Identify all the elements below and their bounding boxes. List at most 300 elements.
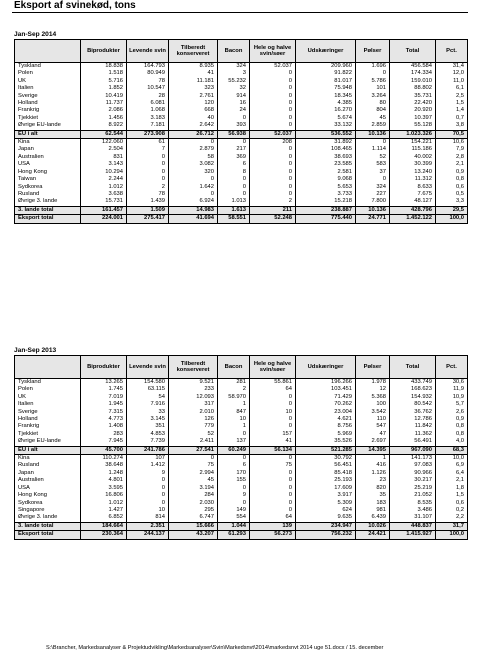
cell-value: 40.002: [390, 154, 436, 161]
cell-value: 9: [127, 470, 169, 477]
cell-value: 0: [250, 154, 296, 161]
row-label: USA: [15, 161, 81, 168]
cell-value: 804: [356, 107, 390, 114]
cell-value: 80: [356, 100, 390, 107]
cell-value: 8: [218, 169, 250, 176]
cell-value: 183: [356, 500, 390, 507]
cell-value: 5.674: [296, 115, 356, 122]
table-row: [15, 63, 468, 71]
cell-value: 52: [356, 154, 390, 161]
cell-value: 2.351: [127, 522, 169, 530]
row-label: 3. lande total: [15, 522, 81, 530]
cell-value: 107: [127, 455, 169, 463]
column-header: Pølser: [356, 40, 390, 63]
cell-value: 1.114: [356, 146, 390, 153]
cell-value: 4,0: [436, 438, 468, 446]
row-label: Polen: [15, 386, 81, 393]
cell-value: 1.415.927: [390, 531, 436, 539]
cell-value: 108.465: [296, 146, 356, 153]
cell-value: 23: [356, 477, 390, 484]
cell-value: 52: [169, 431, 218, 438]
cell-value: 2: [250, 198, 296, 206]
cell-value: 0: [127, 161, 169, 168]
cell-value: 1.509: [127, 206, 169, 214]
cell-value: 36.762: [390, 409, 436, 416]
cell-value: 0,5: [436, 191, 468, 198]
cell-value: 1.126: [356, 470, 390, 477]
cell-value: 159.010: [390, 78, 436, 85]
cell-value: 4.853: [127, 431, 169, 438]
table-row: [15, 122, 468, 130]
cell-value: 155: [218, 477, 250, 484]
cell-value: 0: [218, 431, 250, 438]
cell-value: 81.017: [296, 78, 356, 85]
cell-value: 31,7: [436, 522, 468, 530]
table-row: [15, 161, 468, 168]
cell-value: 10,6: [436, 139, 468, 147]
cell-value: 7.739: [127, 438, 169, 446]
cell-value: 4.385: [296, 100, 356, 107]
cell-value: 154.932: [390, 394, 436, 401]
cell-value: 56.134: [250, 446, 296, 454]
cell-value: 56.451: [296, 462, 356, 469]
cell-value: 2,8: [436, 154, 468, 161]
cell-value: 10,0: [436, 455, 468, 463]
cell-value: 1: [356, 455, 390, 463]
cell-value: 6: [218, 161, 250, 168]
row-label: EU i alt: [15, 446, 81, 454]
cell-value: 779: [169, 423, 218, 430]
cell-value: 295: [169, 507, 218, 514]
column-header: Biprodukter: [81, 40, 127, 63]
cell-value: 47: [356, 431, 390, 438]
column-header: Hele og halve svin/søer: [250, 356, 296, 379]
cell-value: 814: [127, 514, 169, 522]
cell-value: 110: [356, 416, 390, 423]
cell-value: 40: [169, 115, 218, 122]
cell-value: 208: [250, 139, 296, 147]
cell-value: 31.107: [390, 514, 436, 522]
cell-value: 30.217: [390, 477, 436, 484]
cell-value: 0: [356, 176, 390, 183]
row-label: Rusland: [15, 462, 81, 469]
cell-value: 0: [218, 485, 250, 492]
row-label: Frankrig: [15, 107, 81, 114]
column-header: [15, 40, 81, 63]
cell-value: 11,9: [436, 386, 468, 393]
row-label: Australien: [15, 154, 81, 161]
row-label: Hong Kong: [15, 492, 81, 499]
cell-value: 283: [81, 431, 127, 438]
cell-value: 58: [169, 154, 218, 161]
cell-value: 45.700: [81, 446, 127, 454]
cell-value: 456.584: [390, 63, 436, 71]
table-row: [15, 139, 468, 147]
row-label: Italien: [15, 401, 81, 408]
cell-value: 45: [356, 115, 390, 122]
row-label: Eksport total: [15, 215, 81, 223]
cell-value: 2,2: [436, 514, 468, 522]
cell-value: 244.137: [127, 531, 169, 539]
cell-value: 56.273: [250, 531, 296, 539]
cell-value: 27.541: [169, 446, 218, 454]
cell-value: 15.218: [296, 198, 356, 206]
row-label: Kina: [15, 139, 81, 147]
cell-value: 24: [218, 107, 250, 114]
cell-value: 0: [250, 485, 296, 492]
cell-value: 0: [250, 70, 296, 77]
row-label: Italien: [15, 85, 81, 92]
table-header-row: [15, 40, 468, 63]
cell-value: 3.183: [127, 115, 169, 122]
cell-value: 55.128: [390, 122, 436, 130]
row-label: Øvrige EU-lande: [15, 122, 81, 130]
cell-value: 24.771: [356, 215, 390, 223]
cell-value: 91.822: [296, 70, 356, 77]
cell-value: 0: [250, 423, 296, 430]
cell-value: 2,1: [436, 477, 468, 484]
column-header: Pct.: [436, 356, 468, 379]
cell-value: 154.580: [127, 379, 169, 387]
cell-value: 0: [250, 146, 296, 153]
cell-value: 10.397: [390, 115, 436, 122]
cell-value: 3.145: [127, 416, 169, 423]
cell-value: 0: [169, 139, 218, 147]
cell-value: 18.838: [81, 63, 127, 71]
cell-value: 0: [250, 500, 296, 507]
cell-value: 9.521: [169, 379, 218, 387]
cell-value: 120: [169, 100, 218, 107]
cell-value: 7.945: [81, 438, 127, 446]
cell-value: 1,4: [436, 107, 468, 114]
cell-value: 554: [218, 514, 250, 522]
row-label: EU i alt: [15, 130, 81, 138]
table-row: [15, 146, 468, 153]
cell-value: 5.716: [81, 78, 127, 85]
cell-value: 7.181: [127, 122, 169, 130]
cell-value: 536.552: [296, 130, 356, 138]
cell-value: 1.412: [127, 462, 169, 469]
table-row: [15, 191, 468, 198]
cell-value: 0: [218, 191, 250, 198]
row-label: Sverige: [15, 409, 81, 416]
cell-value: 2.761: [169, 93, 218, 100]
cell-value: 174.334: [390, 70, 436, 77]
cell-value: 60.249: [218, 446, 250, 454]
cell-value: 29,5: [436, 206, 468, 214]
cell-value: 775.440: [296, 215, 356, 223]
row-label: Frankrig: [15, 423, 81, 430]
cell-value: 78: [127, 191, 169, 198]
cell-value: 1.696: [356, 63, 390, 71]
cell-value: 5.969: [296, 431, 356, 438]
cell-value: 15.731: [81, 198, 127, 206]
grand-total-row: [15, 531, 468, 539]
cell-value: 0: [250, 455, 296, 463]
cell-value: 16: [218, 100, 250, 107]
cell-value: 5.368: [356, 394, 390, 401]
cell-value: 0,6: [436, 500, 468, 507]
cell-value: 281: [218, 379, 250, 387]
row-label: UK: [15, 394, 81, 401]
cell-value: 521.285: [296, 446, 356, 454]
cell-value: 18.345: [296, 93, 356, 100]
cell-value: 0: [250, 401, 296, 408]
cell-value: 1.852: [81, 85, 127, 92]
cell-value: 0: [250, 107, 296, 114]
cell-value: 1.248: [81, 470, 127, 477]
cell-value: 1.613: [218, 206, 250, 214]
cell-value: 15.666: [169, 522, 218, 530]
cell-value: 211: [250, 206, 296, 214]
cell-value: 0: [250, 176, 296, 183]
cell-value: 3.486: [390, 507, 436, 514]
cell-value: 0: [250, 470, 296, 477]
cell-value: 0: [250, 416, 296, 423]
cell-value: 0: [218, 176, 250, 183]
column-header: Tilberedt konserveret: [169, 356, 218, 379]
cell-value: 8.756: [296, 423, 356, 430]
cell-value: 11.312: [390, 176, 436, 183]
cell-value: 2: [218, 386, 250, 393]
cell-value: 1: [218, 423, 250, 430]
cell-value: 275.417: [127, 215, 169, 223]
cell-value: 101: [356, 85, 390, 92]
cell-value: 0,9: [436, 416, 468, 423]
cell-value: 90.966: [390, 470, 436, 477]
row-label: Japan: [15, 470, 81, 477]
cell-value: 1.439: [127, 198, 169, 206]
cell-value: 547: [356, 423, 390, 430]
cell-value: 12.786: [390, 416, 436, 423]
cell-value: 2.994: [169, 470, 218, 477]
cell-value: 1.642: [169, 184, 218, 191]
cell-value: 24.421: [356, 531, 390, 539]
cell-value: 31.892: [296, 139, 356, 147]
cell-value: 1,5: [436, 492, 468, 499]
cell-value: 351: [127, 423, 169, 430]
cell-value: 2.642: [169, 122, 218, 130]
column-header: Udskæringer: [296, 40, 356, 63]
cell-value: 3.194: [169, 485, 218, 492]
cell-value: 6.081: [127, 100, 169, 107]
cell-value: 17.609: [296, 485, 356, 492]
cell-value: 10: [250, 409, 296, 416]
cell-value: 2.411: [169, 438, 218, 446]
table-row: [15, 184, 468, 191]
cell-value: 35: [356, 492, 390, 499]
column-header: Tilberedt konserveret: [169, 40, 218, 63]
cell-value: 16.270: [296, 107, 356, 114]
cell-value: 0: [218, 455, 250, 463]
table-row: [15, 85, 468, 92]
cell-value: 756.232: [296, 531, 356, 539]
cell-value: 196.266: [296, 379, 356, 387]
cell-value: 1.068: [127, 107, 169, 114]
cell-value: 100,0: [436, 215, 468, 223]
cell-value: 1.044: [218, 522, 250, 530]
cell-value: 0: [250, 184, 296, 191]
cell-value: 2,5: [436, 93, 468, 100]
cell-value: 80.949: [127, 70, 169, 77]
cell-value: 2.697: [356, 438, 390, 446]
period-label-2014: Jan-Sep 2014: [14, 31, 57, 38]
cell-value: 184.664: [81, 522, 127, 530]
cell-value: 149: [218, 507, 250, 514]
cell-value: 668: [169, 107, 218, 114]
table-row: [15, 394, 468, 401]
cell-value: 284: [169, 492, 218, 499]
cell-value: 25.193: [296, 477, 356, 484]
cell-value: 1.408: [81, 423, 127, 430]
cell-value: 448.837: [390, 522, 436, 530]
cell-value: 6,4: [436, 470, 468, 477]
cell-value: 157: [250, 431, 296, 438]
cell-value: 31,4: [436, 63, 468, 71]
cell-value: 88.802: [390, 85, 436, 92]
row-label: Polen: [15, 70, 81, 77]
cell-value: 2,6: [436, 409, 468, 416]
row-label: Eksport total: [15, 531, 81, 539]
cell-value: 10.136: [356, 130, 390, 138]
cell-value: 0: [218, 500, 250, 507]
cell-value: 56.491: [390, 438, 436, 446]
table-row: [15, 431, 468, 438]
cell-value: 75.948: [296, 85, 356, 92]
cell-value: 3.542: [356, 409, 390, 416]
row-label: 3. lande total: [15, 206, 81, 214]
cell-value: 217: [218, 146, 250, 153]
cell-value: 11.842: [390, 423, 436, 430]
cell-value: 68,3: [436, 446, 468, 454]
cell-value: 2.581: [296, 169, 356, 176]
row-label: Rusland: [15, 191, 81, 198]
cell-value: 209.960: [296, 63, 356, 71]
row-label: Sverige: [15, 93, 81, 100]
row-label: Tyskland: [15, 63, 81, 71]
cell-value: 241.786: [127, 446, 169, 454]
table-row: [15, 401, 468, 408]
cell-value: 78: [127, 78, 169, 85]
cell-value: 820: [356, 485, 390, 492]
cell-value: 10.294: [81, 169, 127, 176]
row-label: Tjekkiet: [15, 115, 81, 122]
cell-value: 21.052: [390, 492, 436, 499]
cell-value: 12.093: [169, 394, 218, 401]
table-row: [15, 176, 468, 183]
cell-value: 0: [250, 100, 296, 107]
cell-value: 2.879: [169, 146, 218, 153]
cell-value: 7.916: [127, 401, 169, 408]
cell-value: 0: [250, 507, 296, 514]
cell-value: 6,1: [436, 85, 468, 92]
cell-value: 1.456: [81, 115, 127, 122]
table-row: [15, 198, 468, 206]
column-header: Bacon: [218, 40, 250, 63]
cell-value: 161.457: [81, 206, 127, 214]
subtotal-row: [15, 130, 468, 138]
page-title: Eksport af svinekød, tons: [14, 0, 136, 11]
cell-value: 0: [250, 115, 296, 122]
cell-value: 164.793: [127, 63, 169, 71]
cell-value: 0: [218, 184, 250, 191]
table-header-row: [15, 356, 468, 379]
row-label: Holland: [15, 100, 81, 107]
cell-value: 428.796: [390, 206, 436, 214]
cell-value: 1.012: [81, 500, 127, 507]
cell-value: 48.127: [390, 198, 436, 206]
table-row: [15, 409, 468, 416]
cell-value: 0: [250, 394, 296, 401]
cell-value: 75: [169, 462, 218, 469]
cell-value: 8.922: [81, 122, 127, 130]
cell-value: 317: [169, 401, 218, 408]
cell-value: 1.023.326: [390, 130, 436, 138]
cell-value: 1.012: [81, 184, 127, 191]
row-label: Hong Kong: [15, 169, 81, 176]
cell-value: 0: [169, 455, 218, 463]
cell-value: 0: [250, 93, 296, 100]
cell-value: 8.535: [390, 500, 436, 507]
column-header: Levende svin: [127, 356, 169, 379]
cell-value: 914: [218, 93, 250, 100]
table-row: [15, 507, 468, 514]
cell-value: 0: [250, 169, 296, 176]
cell-value: 0: [127, 154, 169, 161]
row-label: Øvrige 3. lande: [15, 198, 81, 206]
export-table-2013: [14, 355, 468, 540]
table-row: [15, 169, 468, 176]
cell-value: 126: [169, 416, 218, 423]
cell-value: 115.186: [390, 146, 436, 153]
cell-value: 981: [356, 507, 390, 514]
cell-value: 10: [127, 507, 169, 514]
cell-value: 70.262: [296, 401, 356, 408]
column-header: Total: [390, 356, 436, 379]
cell-value: 324: [356, 184, 390, 191]
table-row: [15, 107, 468, 114]
cell-value: 100,0: [436, 531, 468, 539]
table-row: [15, 462, 468, 469]
cell-value: 54: [127, 394, 169, 401]
cell-value: 0,8: [436, 176, 468, 183]
cell-value: 22.420: [390, 100, 436, 107]
cell-value: 1,8: [436, 485, 468, 492]
cell-value: 583: [356, 161, 390, 168]
cell-value: 320: [169, 169, 218, 176]
cell-value: 1: [218, 401, 250, 408]
cell-value: 1.518: [81, 70, 127, 77]
cell-value: 11.181: [169, 78, 218, 85]
subtotal-row: [15, 446, 468, 454]
cell-value: 7.019: [81, 394, 127, 401]
cell-value: 9.068: [296, 176, 356, 183]
row-label: UK: [15, 78, 81, 85]
cell-value: 70,5: [436, 130, 468, 138]
cell-value: 234.947: [296, 522, 356, 530]
cell-value: 4.801: [81, 477, 127, 484]
cell-value: 55.232: [218, 78, 250, 85]
table-row: [15, 100, 468, 107]
cell-value: 10,9: [436, 394, 468, 401]
cell-value: 10.547: [127, 85, 169, 92]
cell-value: 0: [127, 485, 169, 492]
cell-value: 0: [127, 492, 169, 499]
cell-value: 2.010: [169, 409, 218, 416]
row-label: Japan: [15, 146, 81, 153]
cell-value: 3.082: [169, 161, 218, 168]
cell-value: 16.806: [81, 492, 127, 499]
